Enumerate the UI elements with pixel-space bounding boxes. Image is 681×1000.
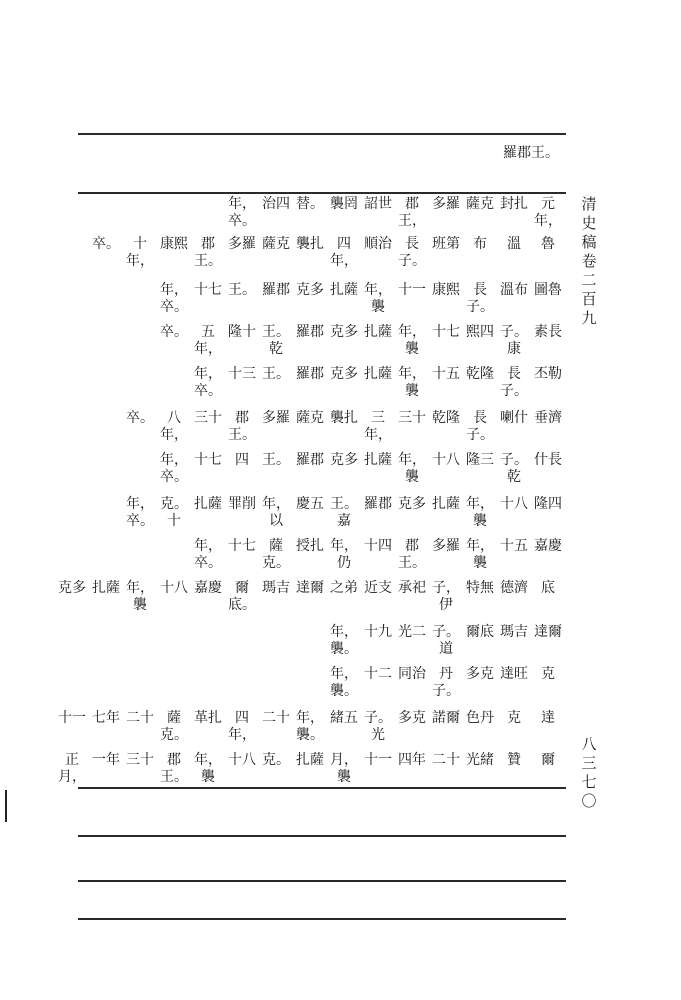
table-cell: 克多	[330, 366, 358, 382]
table-cell: 十八	[500, 496, 528, 512]
table-cell: 素長	[534, 324, 562, 340]
table-cell: 隆三	[466, 452, 494, 468]
table-cell: 年，卒。	[126, 496, 154, 529]
top-row-text: 羅郡王。	[503, 145, 559, 161]
table-cell: 襲罔	[330, 196, 358, 212]
table-cell: 三十	[398, 410, 426, 426]
table-cell: 五年，	[194, 324, 222, 357]
table-cell: 襲扎	[330, 410, 358, 426]
table-cell: 罪削	[228, 496, 256, 512]
table-cell: 爾底。	[228, 580, 256, 613]
table-cell: 緒五	[330, 710, 358, 726]
table-cell: 長子。	[466, 282, 494, 315]
table-cell: 十七	[432, 324, 460, 340]
table-cell: 子，伊	[432, 580, 460, 613]
table-cell: 羅郡	[296, 366, 324, 382]
table-cell: 多羅	[432, 538, 460, 554]
bottom-rule-3	[78, 918, 566, 920]
table-cell: 年，仍	[330, 538, 358, 571]
table-cell: 王。	[262, 366, 290, 382]
page-number: 八三七〇	[581, 735, 597, 810]
table-cell: 十八	[160, 580, 188, 596]
table-cell: 克多	[398, 496, 426, 512]
table-cell: 王。	[228, 282, 256, 298]
table-cell: 年，襲	[398, 324, 426, 357]
table-cell: 達爾	[296, 580, 324, 596]
table-cell: 三十	[194, 410, 222, 426]
table-cell: 子。乾	[500, 452, 528, 485]
table-cell: 年，襲	[398, 452, 426, 485]
table-cell: 薩克	[262, 236, 290, 252]
table-cell: 授扎	[296, 538, 324, 554]
table-cell: 元年，	[534, 196, 562, 229]
table-cell: 嘉慶	[194, 580, 222, 596]
table-cell: 乾隆	[466, 366, 494, 382]
table-cell: 郡王。	[398, 538, 426, 571]
row-rule-2	[78, 787, 566, 789]
table-cell: 瑪吉	[262, 580, 290, 596]
table-cell: 溫布	[500, 282, 528, 298]
table-cell: 克多	[58, 580, 86, 596]
table-cell: 年，襲	[466, 538, 494, 571]
table-cell: 多羅	[432, 196, 460, 212]
table-cell: 多羅	[262, 410, 290, 426]
table-cell: 垂濟	[534, 410, 562, 426]
table-cell: 月，襲	[330, 752, 358, 785]
table-cell: 慶五	[296, 496, 324, 512]
table-cell: 十一	[398, 282, 426, 298]
table-cell: 封扎	[500, 196, 528, 212]
table-cell: 瑪吉	[500, 624, 528, 640]
table-cell: 薩克。	[160, 710, 188, 743]
table-cell: 二十	[432, 752, 460, 768]
table-cell: 隆十	[228, 324, 256, 340]
table-cell: 郡王。	[228, 410, 256, 443]
table-cell: 扎薩	[92, 580, 120, 596]
table-cell: 革扎	[194, 710, 222, 726]
table-cell: 十七	[228, 538, 256, 554]
table-cell: 十七	[194, 282, 222, 298]
table-cell: 郡王。	[194, 236, 222, 269]
table-cell: 年，襲	[398, 366, 426, 399]
table-cell: 七年	[92, 710, 120, 726]
table-cell: 布	[473, 236, 487, 252]
table-cell: 十四	[364, 538, 392, 554]
table-cell: 熙四	[466, 324, 494, 340]
table-cell: 爾底	[466, 624, 494, 640]
table-cell: 年，襲	[364, 282, 392, 315]
table-cell: 長子。	[466, 410, 494, 443]
table-cell: 八年，	[160, 410, 188, 443]
table-cell: 四年	[398, 752, 426, 768]
table-cell: 薩克。	[262, 538, 290, 571]
table-cell: 承祀	[398, 580, 426, 596]
table-cell: 正月，	[58, 752, 86, 785]
table-cell: 三年，	[364, 410, 392, 443]
table-cell: 溫	[507, 236, 521, 252]
table-cell: 二十	[126, 710, 154, 726]
table-cell: 十一	[364, 752, 392, 768]
row-rule-1	[78, 192, 566, 194]
top-rule	[78, 133, 566, 135]
table-cell: 四年，	[330, 236, 358, 269]
table-cell: 同治	[398, 666, 426, 682]
table-cell: 喇什	[500, 410, 528, 426]
table-cell: 底	[541, 580, 555, 596]
table-cell: 十一	[58, 710, 86, 726]
table-cell: 薩克	[296, 410, 324, 426]
margin-mark	[5, 790, 7, 822]
table-cell: 年，襲。	[330, 666, 358, 699]
table-cell: 四年，	[228, 710, 256, 743]
table-cell: 十三	[228, 366, 256, 382]
table-cell: 十八	[432, 452, 460, 468]
table-cell: 克多	[330, 452, 358, 468]
table-cell: 薩克	[466, 196, 494, 212]
table-cell: 子。康	[500, 324, 528, 357]
book-title: 清史稿卷二百九	[581, 195, 597, 327]
table-cell: 十九	[364, 624, 392, 640]
table-cell: 王。乾	[262, 324, 290, 357]
table-cell: 達爾	[534, 624, 562, 640]
table-cell: 年，襲。	[330, 624, 358, 657]
table-cell: 子。道	[432, 624, 460, 657]
table-cell: 王。嘉	[330, 496, 358, 529]
table-cell: 四	[235, 452, 249, 468]
table-cell: 年，卒。	[160, 452, 188, 485]
table-cell: 羅郡	[296, 452, 324, 468]
table-cell: 圖魯	[534, 282, 562, 298]
table-cell: 郡王。	[160, 752, 188, 785]
table-cell: 卒。	[92, 236, 120, 252]
table-cell: 年，襲。	[296, 710, 324, 743]
table-cell: 康熙	[432, 282, 460, 298]
table-cell: 年，襲	[194, 752, 222, 785]
table-cell: 十二	[364, 666, 392, 682]
table-cell: 爾	[541, 752, 555, 768]
table-cell: 之弟	[330, 580, 358, 596]
table-cell: 羅郡	[296, 324, 324, 340]
table-cell: 卒。	[160, 324, 188, 340]
table-cell: 年，卒。	[194, 538, 222, 571]
bottom-rule-1	[78, 835, 566, 837]
table-cell: 羅郡	[262, 282, 290, 298]
table-cell: 德濟	[500, 580, 528, 596]
table-cell: 扎薩	[432, 496, 460, 512]
table-cell: 嘉慶	[534, 538, 562, 554]
table-cell: 近支	[364, 580, 392, 596]
table-cell: 康熙	[160, 236, 188, 252]
table-cell: 達	[541, 710, 555, 726]
table-cell: 扎薩	[330, 282, 358, 298]
table-cell: 卒。	[126, 410, 154, 426]
table-cell: 十七	[194, 452, 222, 468]
table-cell: 十五	[432, 366, 460, 382]
table-cell: 治四	[262, 196, 290, 212]
table-cell: 光二	[398, 624, 426, 640]
table-cell: 二十	[262, 710, 290, 726]
table-cell: 一年	[92, 752, 120, 768]
table-cell: 年，卒。	[194, 366, 222, 399]
table-cell: 年，卒。	[160, 282, 188, 315]
table-cell: 十五	[500, 538, 528, 554]
table-cell: 克多	[330, 324, 358, 340]
table-cell: 丹子。	[432, 666, 460, 699]
table-cell: 多克	[398, 710, 426, 726]
table-cell: 多羅	[228, 236, 256, 252]
table-cell: 扎薩	[296, 752, 324, 768]
table-cell: 子。光	[364, 710, 392, 743]
table-cell: 十年，	[126, 236, 154, 269]
table-cell: 詔世	[364, 196, 392, 212]
table-cell: 十八	[228, 752, 256, 768]
table-cell: 襲扎	[296, 236, 324, 252]
table-cell: 魯	[541, 236, 555, 252]
table-cell: 年，襲	[126, 580, 154, 613]
table-cell: 班第	[432, 236, 460, 252]
table-cell: 特無	[466, 580, 494, 596]
table-cell: 替。	[296, 196, 324, 212]
table-cell: 扎薩	[364, 452, 392, 468]
table-cell: 年，襲	[466, 496, 494, 529]
table-cell: 克多	[296, 282, 324, 298]
table-cell: 贊	[507, 752, 521, 768]
table-cell: 乾隆	[432, 410, 460, 426]
table-cell: 克。十	[160, 496, 188, 529]
table-cell: 扎薩	[364, 366, 392, 382]
table-cell: 扎薩	[364, 324, 392, 340]
table-cell: 色丹	[466, 710, 494, 726]
table-cell: 扎薩	[194, 496, 222, 512]
table-cell: 三十	[126, 752, 154, 768]
table-cell: 王。	[262, 452, 290, 468]
table-cell: 隆四	[534, 496, 562, 512]
table-cell: 長子。	[398, 236, 426, 269]
table-cell: 達旺	[500, 666, 528, 682]
table-cell: 克。	[262, 752, 290, 768]
table-cell: 什長	[534, 452, 562, 468]
table-cell: 郡王，	[398, 196, 426, 229]
table-cell: 長子。	[500, 366, 528, 399]
table-cell: 克	[541, 666, 555, 682]
table-cell: 諾爾	[432, 710, 460, 726]
table-cell: 羅郡	[364, 496, 392, 512]
bottom-rule-2	[78, 880, 566, 882]
table-cell: 多克	[466, 666, 494, 682]
table-cell: 順治	[364, 236, 392, 252]
table-cell: 克	[507, 710, 521, 726]
table-cell: 年，卒。	[228, 196, 256, 229]
table-cell: 丕勒	[534, 366, 562, 382]
table-cell: 年，以	[262, 496, 290, 529]
table-cell: 光緒	[466, 752, 494, 768]
